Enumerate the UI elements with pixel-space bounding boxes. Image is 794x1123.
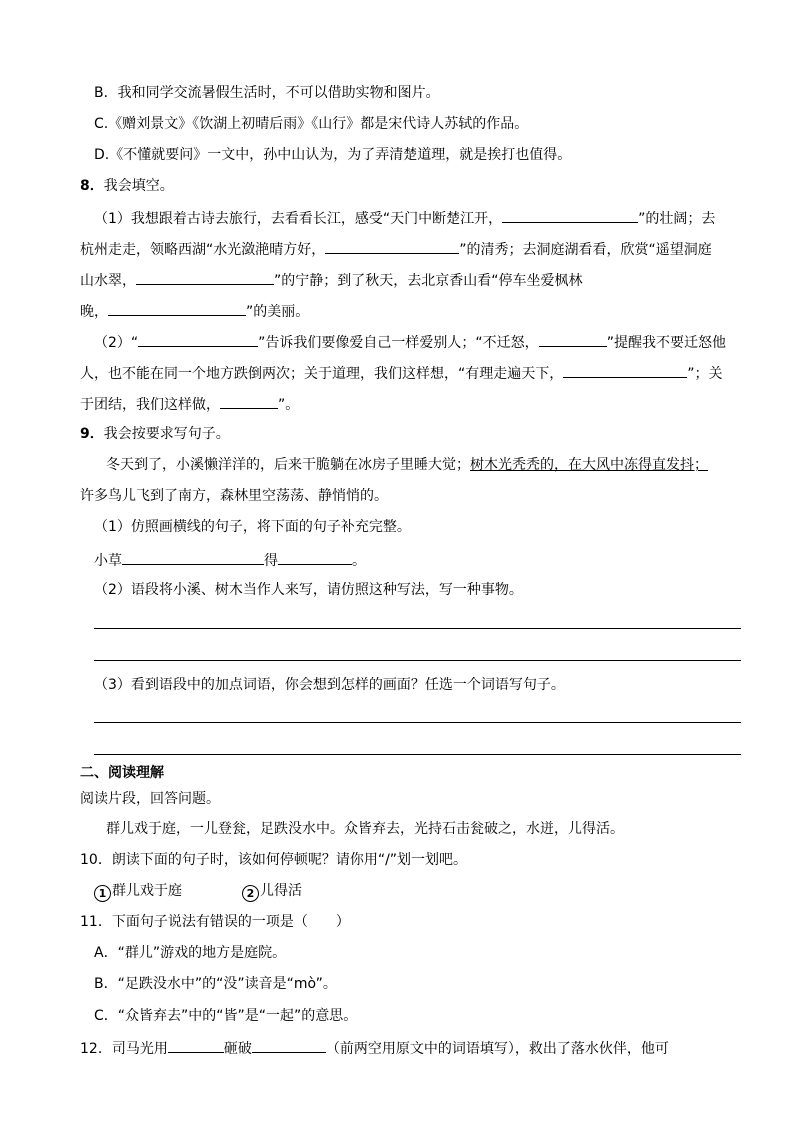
circled-number-2: 2: [242, 885, 259, 902]
q9-title: 我会按要求写句子。: [103, 426, 230, 442]
section-intro: 阅读片段，回答问题。: [80, 791, 220, 807]
q8-p1-text: ”的美丽。: [246, 304, 310, 320]
reading-passage: 群儿戏于庭，一儿登瓮，足跌没水中。众皆弃去，光持石击瓮破之，水迸，儿得活。: [106, 821, 624, 837]
answer-blank[interactable]: [563, 362, 687, 378]
q12-line: [80, 1037, 669, 1059]
q11-option-c[interactable]: C．“众皆弃去”中的“皆”是“一起”的意思。: [94, 1008, 358, 1024]
q9-passage-text: 冬天到了，小溪懒洋洋的，后来干脆躺在冰房子里睡大觉；: [106, 457, 470, 473]
q7-option-b: B．我和同学交流暑假生活时，不可以借助实物和图片。: [94, 85, 440, 101]
q8-p1-text: ”的壮阔；去: [638, 211, 716, 227]
q8-p2-text: （2）“: [94, 335, 139, 351]
q11-option-b[interactable]: B．“足跌没水中”的“没”读音是“mò”。: [94, 976, 337, 992]
q8-p1-line2: [80, 238, 712, 260]
q8-p2-line2: [80, 362, 723, 384]
q9-sub2: （2）语段将小溪、树木当作人来写，请仿照这种写法，写一种事物。: [94, 582, 523, 598]
q9-number: 9．: [80, 426, 104, 442]
answer-blank[interactable]: [502, 207, 638, 223]
answer-blank[interactable]: [168, 1037, 224, 1053]
q8-p1-text: ”的宁静；到了秋天，去北京香山看“停车坐爱枫林: [274, 273, 583, 289]
answer-blank[interactable]: [325, 238, 459, 254]
answer-line[interactable]: [94, 754, 741, 755]
q8-number: 8．: [80, 178, 104, 194]
q8-title: 我会填空。: [103, 178, 174, 194]
answer-blank[interactable]: [252, 1037, 326, 1053]
q8-p1-text: 山水翠，: [80, 273, 136, 289]
q11-option-a[interactable]: A．“群儿”游戏的地方是庭院。: [94, 945, 287, 961]
q8-p1-line4: [80, 300, 309, 322]
answer-blank[interactable]: [108, 300, 246, 316]
q8-p2-text: ”。: [278, 397, 300, 413]
q9-fill-text: 得: [264, 553, 278, 569]
q8-p1-text: （1）我想跟着古诗去旅行，去看看长江，感受“天门中断楚江开，: [94, 211, 503, 227]
q8-p2-text: 人，也不能在同一个地方跌倒两次；关于道理，我们这样想，“有理走遍天下，: [80, 366, 564, 382]
q9-fill-text: 小草: [94, 553, 122, 569]
q9-sub1-fill: [94, 549, 366, 571]
answer-blank[interactable]: [220, 393, 278, 409]
answer-blank[interactable]: [539, 331, 607, 347]
answer-line[interactable]: [94, 660, 741, 661]
q8-p1-line3: [80, 269, 583, 291]
q8-heading: [80, 176, 174, 196]
answer-line[interactable]: [94, 628, 741, 629]
answer-blank[interactable]: [122, 549, 264, 565]
q9-sub1: （1）仿照画横线的句子，将下面的句子补充完整。: [94, 519, 411, 535]
q8-p2-line3: [80, 393, 299, 415]
q10-items: [94, 881, 302, 902]
q9-passage-line2: 许多鸟儿飞到了南方，森林里空荡荡、静悄悄的。: [80, 488, 388, 504]
q7-option-c: C.《赠刘景文》《饮湖上初晴后雨》《山行》都是宋代诗人苏轼的作品。: [94, 116, 529, 132]
q10-item-1[interactable]: 群儿戏于庭: [112, 883, 182, 899]
q8-p2-line1: [94, 331, 726, 353]
q7-option-d: D.《不懂就要问》一文中，孙中山认为，为了弄清楚道理，就是挨打也值得。: [94, 147, 572, 163]
answer-blank[interactable]: [278, 549, 352, 565]
circled-number-1: 1: [94, 885, 111, 902]
q10-text: 10．朗读下面的句子时，该如何停顿呢？请你用“/”划一划吧。: [80, 852, 468, 868]
answer-blank[interactable]: [138, 331, 258, 347]
q9-fill-text: 。: [352, 553, 366, 569]
q8-p2-text: ”提醒我不要迁怒他: [606, 335, 726, 351]
answer-blank[interactable]: [136, 269, 274, 285]
q9-sub3: （3）看到语段中的加点词语，你会想到怎样的画面？任选一个词语写句子。: [94, 677, 565, 693]
q12-text: 砸破: [223, 1041, 252, 1057]
q8-p2-text: ”；关: [687, 366, 723, 382]
q9-underlined-sentence: 树木光秃秃的，在大风中冻得直发抖；: [470, 457, 708, 473]
q8-p1-line1: [94, 207, 715, 229]
answer-line[interactable]: [94, 722, 741, 723]
section-title: 二、阅读理解: [80, 765, 164, 781]
q8-p2-text: 于团结，我们这样做，: [80, 397, 220, 413]
q8-p1-text: ”的清秀；去洞庭湖看看，欣赏“遥望洞庭: [459, 242, 712, 258]
q8-p2-text: ”告诉我们要像爱自己一样爱别人；“不迁怒，: [258, 335, 539, 351]
q10-item-2[interactable]: 儿得活: [260, 883, 302, 899]
q9-passage-line1: [106, 455, 708, 475]
q8-p1-text: 杭州走走，领略西湖“水光潋滟晴方好，: [80, 242, 326, 258]
q12-text: （前两空用原文中的词语填写），救出了落水伙伴，他可: [325, 1041, 669, 1057]
q8-p1-text: 晚，: [80, 304, 108, 320]
q12-text: 12．司马光用: [80, 1041, 168, 1057]
q9-heading: [80, 424, 230, 444]
q11-text: 11．下面句子说法有错误的一项是（ ）: [80, 914, 350, 930]
